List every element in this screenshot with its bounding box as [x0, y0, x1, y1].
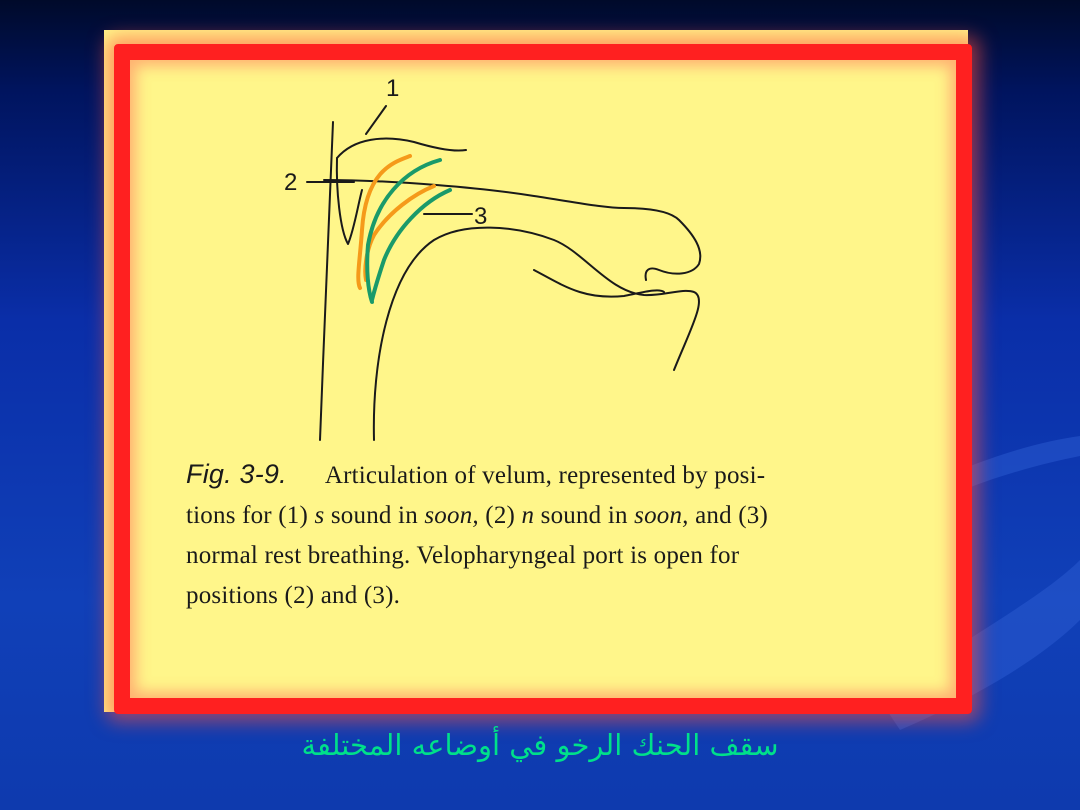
adenoid-curve: [337, 158, 362, 244]
caption-line-4: positions (2) and (3).: [186, 582, 401, 609]
caption-line-1: Articulation of velum, represented by posi-: [324, 462, 766, 489]
caption-text: and (3): [688, 502, 768, 529]
caption-s-italic: s: [314, 502, 325, 529]
caption-soon-italic: soon,: [634, 502, 689, 529]
leader-line-1: [366, 106, 386, 134]
figure-panel: [104, 30, 968, 712]
caption-soon-italic: soon,: [424, 502, 479, 529]
jaw-contour: [534, 270, 664, 297]
diagram-label-1: 1: [386, 75, 400, 102]
velum-diagram: [104, 30, 968, 470]
figure-caption: [186, 454, 906, 616]
caption-text: (2): [478, 502, 522, 529]
diagram-label-2: 2: [284, 169, 298, 196]
diagram-label-3: 3: [474, 203, 488, 230]
caption-n-italic: n: [521, 502, 535, 529]
pharyngeal-wall-line: [320, 122, 333, 440]
lip-contour: [624, 208, 700, 280]
figure-number: Fig. 3-9.: [186, 459, 287, 489]
slide-title-arabic: سقف الحنك الرخو في أوضاعه المختلفة: [301, 728, 779, 762]
caption-text: sound in: [324, 502, 425, 529]
caption-text: tions for (1): [186, 502, 315, 529]
palate-upper-line: [337, 139, 466, 158]
tongue-contour: [374, 228, 699, 440]
caption-text: sound in: [534, 502, 635, 529]
caption-line-3: normal rest breathing. Velopharyngeal port is open for: [186, 542, 740, 569]
